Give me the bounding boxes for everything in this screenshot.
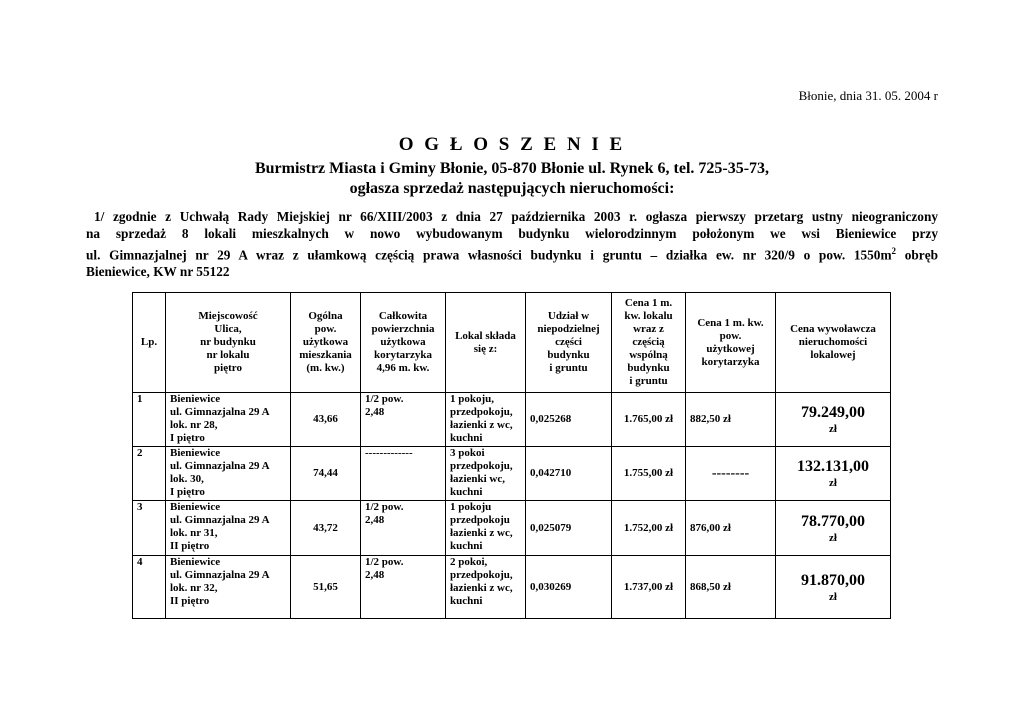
cell-rooms-line: kuchni (450, 432, 483, 444)
document-date: Błonie, dnia 31. 05. 2004 r (798, 88, 938, 103)
cell-corridor-line: 2,48 (365, 406, 385, 418)
cell-corridor-line: ------------- (365, 447, 413, 459)
cell-location-line: Bieniewice (170, 447, 221, 459)
header-corridor-line: 4,96 m. kw. (376, 362, 430, 374)
start-price-value: 78.770,00 (801, 512, 865, 530)
cell-rooms (446, 501, 526, 556)
header-corridor (361, 293, 446, 393)
header-area-line: pow. (314, 323, 337, 335)
cell-rooms-line: kuchni (450, 595, 483, 607)
cell-start-price (776, 501, 891, 556)
cell-rooms (446, 556, 526, 619)
cell-share: 0,042710 (526, 447, 612, 501)
cell-rooms-line: przedpokoju, (450, 406, 513, 418)
announcement-line: ogłasza sprzedaż następujących nieruchomości: (349, 180, 675, 197)
body-line-3 (86, 243, 938, 264)
table-header-row (133, 293, 891, 393)
cell-rooms-line: przedpokoju, (450, 460, 513, 472)
cell-start-price (776, 393, 891, 447)
cell-lp: 3 (133, 501, 166, 556)
header-corridor-line: powierzchnia (371, 323, 435, 335)
property-table (132, 292, 891, 619)
cell-lp: 4 (133, 556, 166, 619)
cell-price-m2: 1.765,00 zł (612, 393, 686, 447)
cell-price-corridor: 876,00 zł (686, 501, 776, 556)
cell-rooms-line: 3 pokoi (450, 447, 485, 459)
body-line-3-end: obręb (896, 247, 938, 263)
start-price-value: 91.870,00 (801, 571, 865, 589)
body-line-2: na sprzedaż 8 lokali mieszkalnych w nowo wybudowanym budynku wielorodzinnym położonym we wsi Bieniewice przy (86, 226, 938, 242)
header-share-line: części (555, 336, 582, 348)
cell-start-price (776, 447, 891, 501)
cell-location-line: Bieniewice (170, 556, 221, 568)
body-line-3-text: ul. Gimnazjalnej nr 29 A wraz z ułamkową częścią prawa własności budynku i gruntu – działka ew. nr 320/9 o pow. 1550m (86, 247, 892, 263)
header-share-line: i gruntu (549, 362, 588, 374)
cell-location-line: Bieniewice (170, 393, 221, 405)
cell-corridor (361, 556, 446, 619)
cell-rooms-line: 2 pokoi, (450, 556, 488, 568)
cell-rooms-line: 1 pokoju (450, 501, 492, 513)
cell-area: 43,72 (291, 501, 361, 556)
cell-location-line: I piętro (170, 432, 205, 444)
cell-corridor-line: 1/2 pow. (365, 556, 404, 568)
cell-share: 0,025268 (526, 393, 612, 447)
header-price-m2-line: i gruntu (629, 375, 668, 387)
cell-location (166, 501, 291, 556)
start-price-value: 132.131,00 (797, 458, 869, 475)
header-rooms-line: się z: (473, 342, 498, 355)
table-row (133, 556, 891, 619)
cell-location (166, 556, 291, 619)
cell-location (166, 393, 291, 447)
cell-location-line: lok. nr 32, (170, 582, 218, 594)
header-location-line: piętro (214, 362, 242, 374)
cell-rooms (446, 447, 526, 501)
header-share (526, 293, 612, 393)
cell-price-m2: 1.737,00 zł (612, 556, 686, 619)
announcement-body (86, 208, 938, 281)
body-line-1: 1/ zgodnie z Uchwałą Rady Miejskiej nr 66/XIII/2003 z dnia 27 października 2003 r. ogłasza pierwszy przetarg ustny nieograniczony (94, 209, 938, 224)
header-area-line: użytkowa (302, 336, 349, 348)
header-price-m2-line: budynku (627, 362, 670, 374)
cell-price-corridor: 882,50 zł (686, 393, 776, 447)
header-location-line: nr lokalu (206, 349, 250, 361)
cell-location-line: lok. nr 28, (170, 419, 218, 431)
header-area-line: Ogólna (308, 310, 343, 322)
cell-corridor-line: 2,48 (365, 569, 385, 581)
cell-price-m2: 1.752,00 zł (612, 501, 686, 556)
cell-price-m2: 1.755,00 zł (612, 447, 686, 501)
start-price-value: 79.249,00 (801, 404, 865, 421)
cell-rooms-line: łazienki z wc, (450, 527, 513, 539)
body-line-4: Bieniewice, KW nr 55122 (86, 264, 230, 280)
table-row (133, 393, 891, 447)
cell-corridor (361, 447, 446, 501)
cell-location-line: II piętro (170, 595, 210, 607)
cell-rooms-line: przedpokoju (450, 514, 510, 526)
cell-lp: 1 (133, 393, 166, 447)
header-corridor-line: użytkowa (380, 336, 426, 348)
cell-rooms (446, 393, 526, 447)
header-price-m2-line: wspólną (629, 349, 668, 361)
header-rooms-line: Lokal składa (455, 329, 516, 342)
cell-price-corridor: 868,50 zł (686, 556, 776, 619)
cell-rooms-line: łazienki wc, (450, 473, 505, 485)
cell-corridor (361, 393, 446, 447)
header-area-line: (m. kw.) (306, 362, 345, 374)
cell-area: 51,65 (291, 556, 361, 619)
cell-price-corridor (686, 447, 776, 501)
cell-location-line: ul. Gimnazjalna 29 A (170, 460, 270, 472)
header-start-price-line: nieruchomości (798, 336, 868, 348)
header-location-line: Ulica, (214, 323, 242, 335)
header-price-corridor-line: pow. (719, 329, 742, 342)
cell-location-line: lok. 30, (170, 473, 204, 485)
header-share-line: Udział w (547, 310, 590, 322)
currency-label: zł (829, 590, 837, 603)
cell-share: 0,025079 (526, 501, 612, 556)
header-price-corridor-line: korytarzyka (701, 355, 760, 368)
header-price-corridor-line: Cena 1 m. kw. (697, 316, 764, 329)
document-title: O G Ł O S Z E N I E (398, 134, 626, 155)
cell-location-line: II piętro (170, 540, 210, 552)
header-lp: Lp. (133, 293, 166, 393)
cell-rooms-line: łazienki z wc, (450, 582, 513, 594)
currency-label: zł (829, 477, 837, 489)
header-area (291, 293, 361, 393)
header-share-line: budynku (547, 349, 590, 361)
header-price-m2-line: kw. lokalu (624, 310, 673, 322)
cell-corridor (361, 501, 446, 556)
cell-corridor-line: 1/2 pow. (365, 501, 404, 513)
header-location (166, 293, 291, 393)
cell-rooms-line: przedpokoju, (450, 569, 513, 581)
cell-location-line: ul. Gimnazjalna 29 A (170, 406, 270, 418)
header-location-line: Miejscowość (198, 310, 258, 322)
header-area-line: mieszkania (299, 349, 352, 361)
header-start-price-line: Cena wywoławcza (790, 323, 876, 335)
cell-corridor-line: 1/2 pow. (365, 393, 404, 405)
header-share-line: niepodzielnej (537, 323, 600, 335)
table-row (133, 501, 891, 556)
header-corridor-line: korytarzyka (373, 349, 433, 361)
cell-location-line: ul. Gimnazjalna 29 A (170, 569, 270, 581)
cell-rooms-line: kuchni (450, 486, 483, 498)
cell-corridor-line: 2,48 (365, 514, 385, 526)
header-price-corridor (686, 293, 776, 393)
cell-start-price (776, 556, 891, 619)
cell-rooms-line: kuchni (450, 540, 483, 552)
header-location-line: nr budynku (200, 336, 256, 348)
header-price-m2-line: Cena 1 m. (624, 297, 673, 309)
cell-area: 74,44 (291, 447, 361, 501)
table-row (133, 447, 891, 501)
header-rooms (446, 293, 526, 393)
issuer-line: Burmistrz Miasta i Gminy Błonie, 05-870 Błonie ul. Rynek 6, tel. 725-35-73, (254, 160, 770, 177)
cell-location (166, 447, 291, 501)
cell-area: 43,66 (291, 393, 361, 447)
currency-label: zł (829, 423, 837, 435)
header-price-corridor-line: użytkowej (706, 342, 755, 355)
dash-placeholder: -------- (711, 465, 750, 481)
header-start-price (776, 293, 891, 393)
header-corridor-line: Całkowita (378, 310, 428, 322)
cell-location-line: I piętro (170, 486, 205, 498)
header-price-m2 (612, 293, 686, 393)
cell-location-line: Bieniewice (170, 501, 221, 513)
body-line-3-superscript: 2 (891, 245, 897, 256)
cell-rooms-line: 1 pokoju, (450, 393, 495, 405)
cell-rooms-line: łazienki z wc, (450, 419, 513, 431)
header-price-m2-line: częścią (632, 336, 665, 348)
header-price-m2-line: wraz z (633, 323, 664, 335)
header-start-price-line: lokalowej (810, 349, 856, 361)
cell-share: 0,030269 (526, 556, 612, 619)
cell-location-line: lok. nr 31, (170, 527, 218, 539)
cell-lp: 2 (133, 447, 166, 501)
currency-label: zł (829, 531, 837, 544)
cell-location-line: ul. Gimnazjalna 29 A (170, 514, 270, 526)
